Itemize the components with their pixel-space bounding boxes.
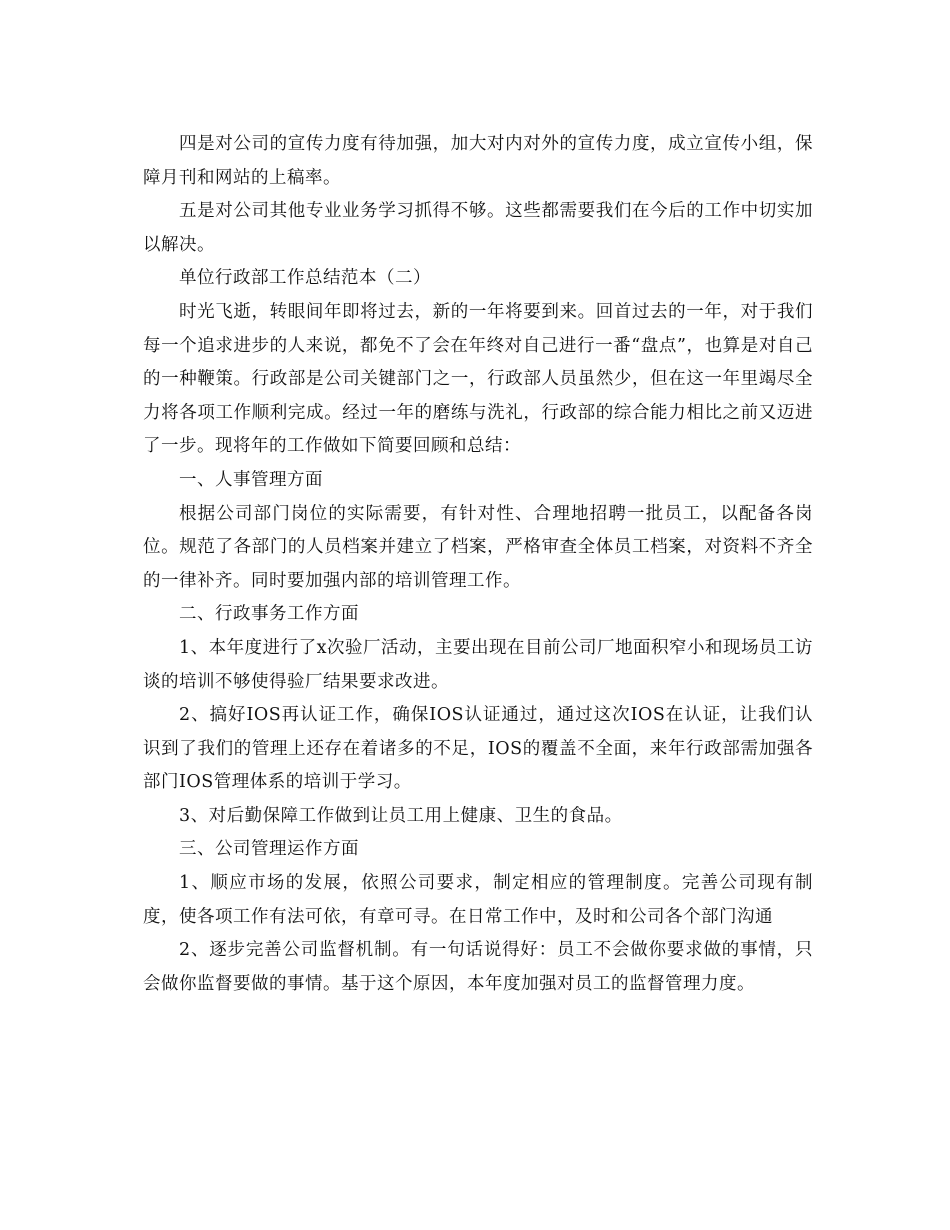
section-title: 单位行政部工作总结范本（二） <box>179 268 431 289</box>
document-body <box>143 128 813 1001</box>
paragraph-logistics: 3、对后勤保障工作做到让员工用上健康、卫生的食品。 <box>179 805 623 826</box>
paragraph-professional-study: 五是对公司其他专业业务学习抓得不够。这些都需要我们在今后的工作中切实加以解决。 <box>143 201 813 255</box>
heading-management-operation: 三、公司管理运作方面 <box>179 839 359 860</box>
paragraph-management-system: 1、顺应市场的发展，依照公司要求，制定相应的管理制度。完善公司现有制度，使各项工作有法可依，有章可寻。在日常工作中，及时和公司各个部门沟通 <box>143 873 813 927</box>
paragraph-factory-audit: 1、本年度进行了x次验厂活动，主要出现在目前公司厂地面积窄小和现场员工访谈的培训不够使得验厂结果要求改进。 <box>143 637 814 692</box>
paragraph-publicity: 四是对公司的宣传力度有待加强，加大对内对外的宣传力度，成立宣传小组，保障月刊和网站的上稿率。 <box>143 134 813 188</box>
paragraph-supervision: 2、逐步完善公司监督机制。有一句话说得好：员工不会做你要求做的事情，只会做你监督要做的事情。基于这个原因，本年度加强对员工的监督管理力度。 <box>143 940 813 994</box>
paragraph-intro: 时光飞逝，转眼间年即将过去，新的一年将要到来。回首过去的一年，对于我们每一个追求进步的人来说，都免不了会在年终对自己进行一番“盘点”，也算是对自己的一种鞭策。行政部是公司关键部门之一，行政部人员虽然少，但在这一年里竭尽全力将各项工作顺利完成。经过一年的磨练与洗礼，行政部的综合能力相比之前又迈进了一步。现将年的工作做如下简要回顾和总结： <box>143 301 813 457</box>
heading-personnel: 一、人事管理方面 <box>179 469 323 490</box>
paragraph-personnel: 根据公司部门岗位的实际需要，有针对性、合理地招聘一批员工，以配备各岗位。规范了各部门的人员档案并建立了档案，严格审查全体员工档案，对资料不齐全的一律补齐。同时要加强内部的培训管理工作。 <box>143 503 813 591</box>
heading-admin-affairs: 二、行政事务工作方面 <box>179 604 359 625</box>
paragraph-ios-certification: 2、搞好IOS再认证工作，确保IOS认证通过，通过这次IOS在认证，让我们认识到了我们的管理上还存在着诸多的不足，IOS的覆盖不全面，来年行政部需加强各部门IOS管理体系的培训于学习。 <box>143 705 813 793</box>
